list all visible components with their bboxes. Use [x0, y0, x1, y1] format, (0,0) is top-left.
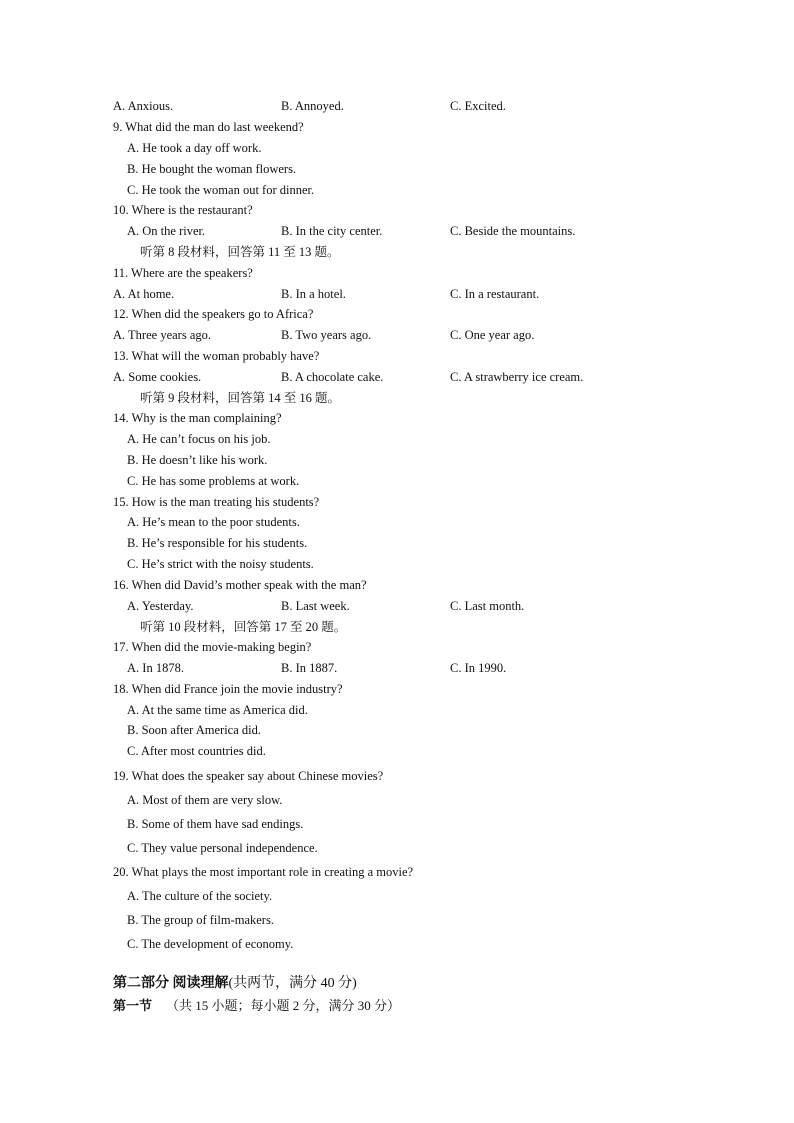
section-one-heading	[113, 999, 400, 1013]
q12-option-a: A. Three years ago.	[113, 328, 211, 342]
q12-stem: 12. When did the speakers go to Africa?	[113, 307, 314, 321]
q10-option-b: B. In the city center.	[281, 224, 383, 238]
q14-option-c: C. He has some problems at work.	[127, 474, 300, 488]
q17-option-c: C. In 1990.	[450, 661, 507, 675]
q20-option-b: B. The group of film-makers.	[127, 913, 274, 927]
part-two-heading	[113, 977, 357, 991]
instruction-passage-10: 听第 10 段材料，回答第 17 至 20 题。	[140, 620, 347, 634]
q12-option-c: C. One year ago.	[450, 328, 535, 342]
q8-option-a: A. Anxious.	[113, 99, 174, 113]
q11-option-b: B. In a hotel.	[281, 287, 346, 301]
q20-stem: 20. What plays the most important role in creating a movie?	[113, 865, 414, 879]
section-one-title: 第一节	[113, 998, 153, 1013]
instruction-passage-8: 听第 8 段材料，回答第 11 至 13 题。	[140, 245, 340, 259]
q13-option-c: C. A strawberry ice cream.	[450, 370, 584, 384]
q18-option-b: B. Soon after America did.	[127, 723, 261, 737]
q18-option-a: A. At the same time as America did.	[127, 703, 308, 717]
q16-option-b: B. Last week.	[281, 599, 350, 613]
q15-option-a: A. He’s mean to the poor students.	[127, 515, 300, 529]
q16-stem: 16. When did David’s mother speak with the man?	[113, 578, 367, 592]
q17-option-b: B. In 1887.	[281, 661, 338, 675]
q9-stem: 9. What did the man do last weekend?	[113, 120, 304, 134]
q15-option-c: C. He’s strict with the noisy students.	[127, 557, 314, 571]
q16-option-a: A. Yesterday.	[127, 599, 194, 613]
q17-option-a: A. In 1878.	[127, 661, 184, 675]
q9-option-a: A. He took a day off work.	[127, 141, 262, 155]
q16-option-c: C. Last month.	[450, 599, 525, 613]
q18-stem: 18. When did France join the movie industry?	[113, 682, 343, 696]
q11-option-a: A. At home.	[113, 287, 175, 301]
q10-option-a: A. On the river.	[127, 224, 206, 238]
part-two-title: 第二部分 阅读理解	[113, 976, 229, 991]
section-one-note: （共 15 小题；每小题 2 分，满分 30 分）	[166, 998, 401, 1013]
part-two-note: (共两节，满分 40 分)	[228, 976, 357, 991]
q11-option-c: C. In a restaurant.	[450, 287, 540, 301]
q20-option-c: C. The development of economy.	[127, 937, 294, 951]
q15-stem: 15. How is the man treating his students?	[113, 495, 320, 509]
q13-option-a: A. Some cookies.	[113, 370, 202, 384]
q13-option-b: B. A chocolate cake.	[281, 370, 384, 384]
q8-option-c: C. Excited.	[450, 99, 506, 113]
q9-option-c: C. He took the woman out for dinner.	[127, 183, 315, 197]
q15-option-b: B. He’s responsible for his students.	[127, 536, 308, 550]
instruction-passage-9: 听第 9 段材料，回答第 14 至 16 题。	[140, 391, 341, 405]
q14-option-a: A. He can’t focus on his job.	[127, 432, 271, 446]
q17-stem: 17. When did the movie-making begin?	[113, 640, 312, 654]
q9-option-b: B. He bought the woman flowers.	[127, 162, 297, 176]
q14-option-b: B. He doesn’t like his work.	[127, 453, 268, 467]
q8-option-b: B. Annoyed.	[281, 99, 344, 113]
q10-option-c: C. Beside the mountains.	[450, 224, 576, 238]
q11-stem: 11. Where are the speakers?	[113, 266, 253, 280]
q20-option-a: A. The culture of the society.	[127, 889, 273, 903]
q18-option-c: C. After most countries did.	[127, 744, 266, 758]
q19-option-c: C. They value personal independence.	[127, 841, 318, 855]
q19-stem: 19. What does the speaker say about Chinese movies?	[113, 769, 384, 783]
q19-option-b: B. Some of them have sad endings.	[127, 817, 304, 831]
q19-option-a: A. Most of them are very slow.	[127, 793, 283, 807]
q12-option-b: B. Two years ago.	[281, 328, 372, 342]
q10-stem: 10. Where is the restaurant?	[113, 203, 253, 217]
q13-stem: 13. What will the woman probably have?	[113, 349, 320, 363]
q14-stem: 14. Why is the man complaining?	[113, 411, 282, 425]
